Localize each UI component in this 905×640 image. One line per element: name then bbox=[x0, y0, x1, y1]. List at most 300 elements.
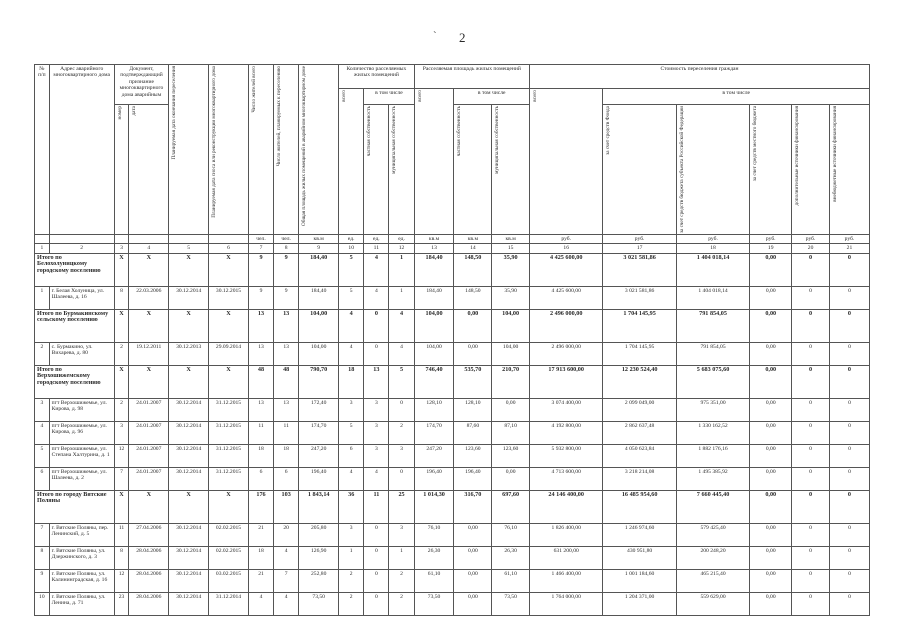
cell-c1: 18 bbox=[339, 365, 364, 398]
cell-area: 205,80 bbox=[299, 523, 339, 546]
column-number: 13 bbox=[414, 244, 454, 253]
column-number: 18 bbox=[676, 244, 749, 253]
column-number: 1 bbox=[35, 244, 50, 253]
cell-a1: 184,40 bbox=[414, 253, 454, 286]
subtotal-name: Итого по Бурмакинскому сельскому поселению bbox=[35, 309, 115, 342]
cell-a3: 73,50 bbox=[492, 592, 530, 615]
planned-date: 30.12.2014 bbox=[169, 444, 209, 467]
column-number: 7 bbox=[248, 244, 273, 253]
cell-s5: 0 bbox=[792, 546, 830, 569]
cell-s6: 0 bbox=[829, 286, 869, 309]
hdr-area-municipal: муниципальная собственность bbox=[492, 105, 530, 235]
unit-cell: руб. bbox=[676, 235, 749, 244]
unit-cell bbox=[114, 235, 129, 244]
planned-date: 30.12.2014 bbox=[169, 592, 209, 615]
doc-date: 24.01.2007 bbox=[129, 467, 169, 490]
cell-c2: 11 bbox=[364, 490, 389, 523]
cell-area: 174,70 bbox=[299, 421, 339, 444]
cell-s4: 0,00 bbox=[750, 342, 792, 365]
cell-s6: 0 bbox=[829, 253, 869, 286]
cell-c1: 5 bbox=[339, 253, 364, 286]
cell-c1: 4 bbox=[339, 309, 364, 342]
cell-area: 104,00 bbox=[299, 309, 339, 342]
table-row bbox=[35, 421, 870, 444]
cell-r1: 18 bbox=[248, 546, 273, 569]
cell-a1: 184,40 bbox=[414, 286, 454, 309]
cell-area: 247,20 bbox=[299, 444, 339, 467]
cell-s1: 1 826 400,00 bbox=[529, 523, 602, 546]
row-address: пгт Верхошижемье, ул. Степана Халтурина, д. 1 bbox=[49, 444, 114, 467]
page-number: 2 bbox=[459, 30, 466, 45]
cell-s4: 0,00 bbox=[750, 398, 792, 421]
hdr-cost-other: внебюджетные источники финансирования bbox=[829, 105, 869, 235]
cell-s2: 1 704 145,95 bbox=[603, 309, 676, 342]
column-number: 11 bbox=[364, 244, 389, 253]
cell-s4: 0,00 bbox=[750, 444, 792, 467]
planned-date: 30.12.2014 bbox=[169, 398, 209, 421]
cell-a2: 123,60 bbox=[454, 444, 492, 467]
resettlement-table bbox=[34, 64, 870, 616]
hdr-doc: Документ, подтверждающий признание многоквартирного дома аварийным bbox=[114, 65, 169, 105]
demolish-date: X bbox=[209, 309, 249, 342]
cell-r2: 4 bbox=[274, 546, 299, 569]
table-row bbox=[35, 467, 870, 490]
cell-r1: 18 bbox=[248, 444, 273, 467]
doc-date: 22.03.2006 bbox=[129, 286, 169, 309]
cell-s3: 1 882 176,16 bbox=[676, 444, 749, 467]
doc-number: 3 bbox=[114, 421, 129, 444]
cell-s6: 0 bbox=[829, 467, 869, 490]
cell-s3: 7 660 445,40 bbox=[676, 490, 749, 523]
cell-a1: 76,10 bbox=[414, 523, 454, 546]
cell-s3: 975 351,00 bbox=[676, 398, 749, 421]
cell-a2: 0,00 bbox=[454, 523, 492, 546]
hdr-rooms-count: Количество расселяемых жилых помещений bbox=[339, 65, 415, 89]
subtotal-name: Итого по городу Вятские Поляны bbox=[35, 490, 115, 523]
cell-area: 73,50 bbox=[299, 592, 339, 615]
cell-a1: 61,10 bbox=[414, 569, 454, 592]
cell-c1: 2 bbox=[339, 569, 364, 592]
cell-s3: 200 248,20 bbox=[676, 546, 749, 569]
cell-c3: 25 bbox=[389, 490, 414, 523]
cell-s5: 0 bbox=[792, 523, 830, 546]
cell-s5: 0 bbox=[792, 592, 830, 615]
cell-s4: 0,00 bbox=[750, 546, 792, 569]
row-address: с. Бурмакино, ул. Вихарева, д. 80 bbox=[49, 342, 114, 365]
demolish-date: 31.12.2015 bbox=[209, 467, 249, 490]
hdr-cost-extra: дополнительные источники финансирования bbox=[792, 105, 830, 235]
cell-c1: 6 bbox=[339, 444, 364, 467]
cell-r2: 4 bbox=[274, 592, 299, 615]
cell-c3: 3 bbox=[389, 444, 414, 467]
cell-s2: 1 204 371,00 bbox=[603, 592, 676, 615]
cell-c2: 0 bbox=[364, 592, 389, 615]
planned-date: 30.12.2014 bbox=[169, 421, 209, 444]
cell-r1: 48 bbox=[248, 365, 273, 398]
row-address: г. Вятские Поляны, ул. Ленина, д. 71 bbox=[49, 592, 114, 615]
row-index: 6 bbox=[35, 467, 50, 490]
cell-s3: 791 854,05 bbox=[676, 342, 749, 365]
cell-a2: 148,50 bbox=[454, 286, 492, 309]
cell-a1: 1 014,30 bbox=[414, 490, 454, 523]
unit-cell: руб. bbox=[603, 235, 676, 244]
cell-r1: 13 bbox=[248, 398, 273, 421]
cell-s4: 0,00 bbox=[750, 569, 792, 592]
cell-r1: 11 bbox=[248, 421, 273, 444]
cell-r2: 11 bbox=[274, 421, 299, 444]
column-number: 5 bbox=[169, 244, 209, 253]
unit-cell: кв.м bbox=[492, 235, 530, 244]
unit-cell bbox=[49, 235, 114, 244]
cell-c2: 0 bbox=[364, 569, 389, 592]
cell-r1: 13 bbox=[248, 309, 273, 342]
cell-s4: 0,00 bbox=[750, 286, 792, 309]
cell-s2: 1 704 145,95 bbox=[603, 342, 676, 365]
unit-cell: кв.м bbox=[414, 235, 454, 244]
doc-number: 11 bbox=[114, 523, 129, 546]
cell-c3: 4 bbox=[389, 342, 414, 365]
cell-s5: 0 bbox=[792, 253, 830, 286]
row-address: пгт Верхошижемье, ул. Шалеева, д. 2 bbox=[49, 467, 114, 490]
hdr-demolish: Планируемая дата сноса или реконструкции многоквартирного дома bbox=[209, 65, 249, 235]
cell-a2: 148,50 bbox=[454, 253, 492, 286]
hdr-area-private: частная собственность bbox=[454, 105, 492, 235]
cell-s1: 2 496 000,00 bbox=[529, 342, 602, 365]
cell-c3: 1 bbox=[389, 286, 414, 309]
cell-s3: 579 425,40 bbox=[676, 523, 749, 546]
hdr-residents-total: Число жителей всего bbox=[248, 65, 273, 235]
doc-number: 2 bbox=[114, 342, 129, 365]
subtotal-name: Итого по Белохолуницкому городскому поселению bbox=[35, 253, 115, 286]
hdr-address: Адрес аварийного многоквартирного дома bbox=[49, 65, 114, 235]
cell-c1: 5 bbox=[339, 421, 364, 444]
planned-date: X bbox=[169, 253, 209, 286]
doc-number: 12 bbox=[114, 444, 129, 467]
unit-cell: руб. bbox=[529, 235, 602, 244]
hdr-residents-move: Число жителей, планируемых к переселению bbox=[274, 65, 299, 235]
cell-area: 196,40 bbox=[299, 467, 339, 490]
cell-r2: 13 bbox=[274, 342, 299, 365]
cell-r1: 21 bbox=[248, 523, 273, 546]
cell-area: 184,40 bbox=[299, 253, 339, 286]
table-row bbox=[35, 569, 870, 592]
cell-a1: 196,40 bbox=[414, 467, 454, 490]
row-index: 9 bbox=[35, 569, 50, 592]
cell-a3: 35,90 bbox=[492, 253, 530, 286]
doc-number: X bbox=[114, 253, 129, 286]
doc-date: 28.04.2006 bbox=[129, 546, 169, 569]
cell-c2: 0 bbox=[364, 342, 389, 365]
row-address: г. Вятские Поляны, ул. Дзержинского, д. 3 bbox=[49, 546, 114, 569]
cell-a3: 104,00 bbox=[492, 309, 530, 342]
table-row bbox=[35, 286, 870, 309]
cell-c2: 3 bbox=[364, 421, 389, 444]
cell-s1: 4 425 600,00 bbox=[529, 253, 602, 286]
cell-a3: 35,90 bbox=[492, 286, 530, 309]
cell-c1: 3 bbox=[339, 523, 364, 546]
cell-s2: 1 001 184,60 bbox=[603, 569, 676, 592]
planned-date: X bbox=[169, 309, 209, 342]
cell-s2: 3 218 214,08 bbox=[603, 467, 676, 490]
cell-s2: 12 230 524,40 bbox=[603, 365, 676, 398]
cell-c1: 2 bbox=[339, 592, 364, 615]
cell-c3: 2 bbox=[389, 569, 414, 592]
cell-s3: 1 330 162,52 bbox=[676, 421, 749, 444]
doc-date: 24.01.2007 bbox=[129, 421, 169, 444]
column-number: 19 bbox=[750, 244, 792, 253]
cell-a1: 26,30 bbox=[414, 546, 454, 569]
units-row bbox=[35, 235, 870, 244]
cell-a1: 247,20 bbox=[414, 444, 454, 467]
cell-c1: 4 bbox=[339, 342, 364, 365]
column-number: 4 bbox=[129, 244, 169, 253]
cell-s6: 0 bbox=[829, 398, 869, 421]
cell-a1: 746,40 bbox=[414, 365, 454, 398]
cell-c3: 0 bbox=[389, 398, 414, 421]
doc-date: 28.04.2006 bbox=[129, 569, 169, 592]
cell-r2: 103 bbox=[274, 490, 299, 523]
cell-c1: 5 bbox=[339, 286, 364, 309]
demolish-date: 02.02.2015 bbox=[209, 523, 249, 546]
cell-a1: 73,50 bbox=[414, 592, 454, 615]
cell-s5: 0 bbox=[792, 286, 830, 309]
cell-a2: 316,70 bbox=[454, 490, 492, 523]
cell-area: 172,40 bbox=[299, 398, 339, 421]
demolish-date: 31.12.2015 bbox=[209, 444, 249, 467]
cell-c2: 0 bbox=[364, 309, 389, 342]
cell-s1: 17 913 600,00 bbox=[529, 365, 602, 398]
doc-date: 24.01.2007 bbox=[129, 398, 169, 421]
cell-s2: 3 021 581,86 bbox=[603, 253, 676, 286]
cell-a2: 196,40 bbox=[454, 467, 492, 490]
hdr-doc-num: номер bbox=[114, 105, 129, 235]
column-number: 6 bbox=[209, 244, 249, 253]
planned-date: 30.12.2014 bbox=[169, 467, 209, 490]
doc-number: 7 bbox=[114, 467, 129, 490]
column-number: 3 bbox=[114, 244, 129, 253]
planned-date: 30.12.2014 bbox=[169, 523, 209, 546]
cell-c3: 4 bbox=[389, 309, 414, 342]
doc-date: 27.04.2006 bbox=[129, 523, 169, 546]
cell-c2: 4 bbox=[364, 253, 389, 286]
subtotal-row bbox=[35, 490, 870, 523]
cell-area: 126,90 bbox=[299, 546, 339, 569]
demolish-date: 31.12.2015 bbox=[209, 421, 249, 444]
doc-date: X bbox=[129, 309, 169, 342]
doc-date: X bbox=[129, 365, 169, 398]
cell-s3: 1 404 018,14 bbox=[676, 253, 749, 286]
cell-a2: 0,00 bbox=[454, 569, 492, 592]
unit-cell: ед. bbox=[364, 235, 389, 244]
subtotal-name: Итого по Верхошижемскому городскому поселению bbox=[35, 365, 115, 398]
unit-cell: руб. bbox=[829, 235, 869, 244]
cell-s6: 0 bbox=[829, 569, 869, 592]
doc-number: 8 bbox=[114, 546, 129, 569]
unit-cell bbox=[35, 235, 50, 244]
cell-s3: 465 215,40 bbox=[676, 569, 749, 592]
cell-r2: 6 bbox=[274, 467, 299, 490]
cell-s5: 0 bbox=[792, 444, 830, 467]
cell-s5: 0 bbox=[792, 398, 830, 421]
unit-cell: руб. bbox=[750, 235, 792, 244]
cell-s2: 430 951,80 bbox=[603, 546, 676, 569]
hdr-count-municipal: муниципальная собственность bbox=[389, 105, 414, 235]
cell-s1: 3 074 400,00 bbox=[529, 398, 602, 421]
cell-s6: 0 bbox=[829, 309, 869, 342]
cell-s1: 5 932 800,00 bbox=[529, 444, 602, 467]
cell-a3: 87,10 bbox=[492, 421, 530, 444]
hdr-cost-incl: в том числе bbox=[603, 89, 870, 105]
cell-s6: 0 bbox=[829, 490, 869, 523]
cell-c2: 3 bbox=[364, 398, 389, 421]
column-number: 2 bbox=[49, 244, 114, 253]
cell-c2: 0 bbox=[364, 546, 389, 569]
cell-s1: 2 496 000,00 bbox=[529, 309, 602, 342]
cell-a2: 87,60 bbox=[454, 421, 492, 444]
cell-s5: 0 bbox=[792, 342, 830, 365]
cell-a3: 123,60 bbox=[492, 444, 530, 467]
cell-s3: 1 404 018,14 bbox=[676, 286, 749, 309]
table-row bbox=[35, 444, 870, 467]
unit-cell: ед. bbox=[339, 235, 364, 244]
row-index: 10 bbox=[35, 592, 50, 615]
unit-cell: кв.м bbox=[454, 235, 492, 244]
demolish-date: 31.12.2015 bbox=[209, 398, 249, 421]
cell-s6: 0 bbox=[829, 342, 869, 365]
cell-s2: 2 862 637,48 bbox=[603, 421, 676, 444]
cell-s2: 16 485 954,60 bbox=[603, 490, 676, 523]
table-body bbox=[35, 253, 870, 615]
cell-s4: 0,00 bbox=[750, 309, 792, 342]
cell-s1: 4 425 600,00 bbox=[529, 286, 602, 309]
hdr-count-total: всего bbox=[339, 89, 364, 235]
cell-s4: 0,00 bbox=[750, 365, 792, 398]
row-address: г. Белая Холуница, ул. Шалеева, д. 16 bbox=[49, 286, 114, 309]
cell-c2: 0 bbox=[364, 523, 389, 546]
cell-a2: 0,00 bbox=[454, 342, 492, 365]
cell-area: 1 843,14 bbox=[299, 490, 339, 523]
planned-date: X bbox=[169, 365, 209, 398]
cell-s4: 0,00 bbox=[750, 592, 792, 615]
cell-a3: 61,10 bbox=[492, 569, 530, 592]
cell-a1: 174,70 bbox=[414, 421, 454, 444]
column-number: 9 bbox=[299, 244, 339, 253]
row-index: 2 bbox=[35, 342, 50, 365]
cell-s4: 0,00 bbox=[750, 253, 792, 286]
cell-r2: 18 bbox=[274, 444, 299, 467]
demolish-date: 30.12.2015 bbox=[209, 286, 249, 309]
unit-cell: чел. bbox=[248, 235, 273, 244]
cell-s1: 4 713 600,00 bbox=[529, 467, 602, 490]
row-address: пгт Верхошижемье, ул. Кирова, д. 98 bbox=[49, 398, 114, 421]
cell-r1: 6 bbox=[248, 467, 273, 490]
cell-s2: 2 099 049,00 bbox=[603, 398, 676, 421]
cell-s2: 1 246 974,60 bbox=[603, 523, 676, 546]
unit-cell bbox=[209, 235, 249, 244]
unit-cell: чел. bbox=[274, 235, 299, 244]
cell-s5: 0 bbox=[792, 490, 830, 523]
page-mark: ` bbox=[433, 30, 437, 42]
cell-a1: 104,00 bbox=[414, 342, 454, 365]
hdr-planned: Планируемая дата окончания переселения bbox=[169, 65, 209, 235]
unit-cell: кв.м bbox=[299, 235, 339, 244]
row-index: 7 bbox=[35, 523, 50, 546]
cell-r1: 9 bbox=[248, 286, 273, 309]
cell-s3: 1 495 385,92 bbox=[676, 467, 749, 490]
row-index: 1 bbox=[35, 286, 50, 309]
cell-c1: 4 bbox=[339, 467, 364, 490]
cell-s3: 791 854,05 bbox=[676, 309, 749, 342]
hdr-area-incl: в том числе bbox=[454, 89, 530, 105]
demolish-date: 03.02.2015 bbox=[209, 569, 249, 592]
cell-c3: 2 bbox=[389, 421, 414, 444]
doc-number: 23 bbox=[114, 592, 129, 615]
cell-area: 184,40 bbox=[299, 286, 339, 309]
cell-s4: 0,00 bbox=[750, 467, 792, 490]
planned-date: 30.12.2013 bbox=[169, 342, 209, 365]
doc-date: X bbox=[129, 253, 169, 286]
unit-cell: руб. bbox=[792, 235, 830, 244]
cell-a1: 104,00 bbox=[414, 309, 454, 342]
hdr-cost-fund: за счет средств Фонда bbox=[603, 105, 676, 235]
doc-date: 19.12.2011 bbox=[129, 342, 169, 365]
subtotal-row bbox=[35, 309, 870, 342]
column-number: 12 bbox=[389, 244, 414, 253]
cell-s1: 24 146 400,00 bbox=[529, 490, 602, 523]
planned-date: 30.12.2014 bbox=[169, 546, 209, 569]
cell-r2: 48 bbox=[274, 365, 299, 398]
table-row bbox=[35, 342, 870, 365]
cell-r2: 20 bbox=[274, 523, 299, 546]
cell-a3: 210,70 bbox=[492, 365, 530, 398]
column-number: 14 bbox=[454, 244, 492, 253]
cell-s6: 0 bbox=[829, 444, 869, 467]
doc-date: X bbox=[129, 490, 169, 523]
cell-a3: 0,00 bbox=[492, 467, 530, 490]
subtotal-row bbox=[35, 253, 870, 286]
row-address: г. Вятские Поляны, пер. Ленинский, д. 5 bbox=[49, 523, 114, 546]
cell-a3: 104,00 bbox=[492, 342, 530, 365]
cell-c3: 3 bbox=[389, 523, 414, 546]
cell-area: 104,00 bbox=[299, 342, 339, 365]
hdr-cost-region: за счет средств бюджета субъекта Российской Федерации bbox=[676, 105, 749, 235]
column-number: 16 bbox=[529, 244, 602, 253]
cell-r2: 13 bbox=[274, 398, 299, 421]
cell-s5: 0 bbox=[792, 467, 830, 490]
doc-number: 8 bbox=[114, 286, 129, 309]
cell-s2: 3 021 581,86 bbox=[603, 286, 676, 309]
cell-s3: 5 683 075,60 bbox=[676, 365, 749, 398]
cell-s6: 0 bbox=[829, 592, 869, 615]
doc-number: 2 bbox=[114, 398, 129, 421]
cell-s4: 0,00 bbox=[750, 490, 792, 523]
cell-r1: 13 bbox=[248, 342, 273, 365]
cell-s1: 1 764 000,00 bbox=[529, 592, 602, 615]
column-number: 17 bbox=[603, 244, 676, 253]
cell-a3: 76,10 bbox=[492, 523, 530, 546]
doc-number: X bbox=[114, 309, 129, 342]
cell-c2: 4 bbox=[364, 467, 389, 490]
cell-r1: 176 bbox=[248, 490, 273, 523]
row-index: 5 bbox=[35, 444, 50, 467]
cell-a1: 128,10 bbox=[414, 398, 454, 421]
table-row bbox=[35, 523, 870, 546]
cell-area: 790,70 bbox=[299, 365, 339, 398]
column-number: 21 bbox=[829, 244, 869, 253]
column-numbers-row bbox=[35, 244, 870, 253]
cell-s6: 0 bbox=[829, 546, 869, 569]
cell-a2: 0,00 bbox=[454, 546, 492, 569]
